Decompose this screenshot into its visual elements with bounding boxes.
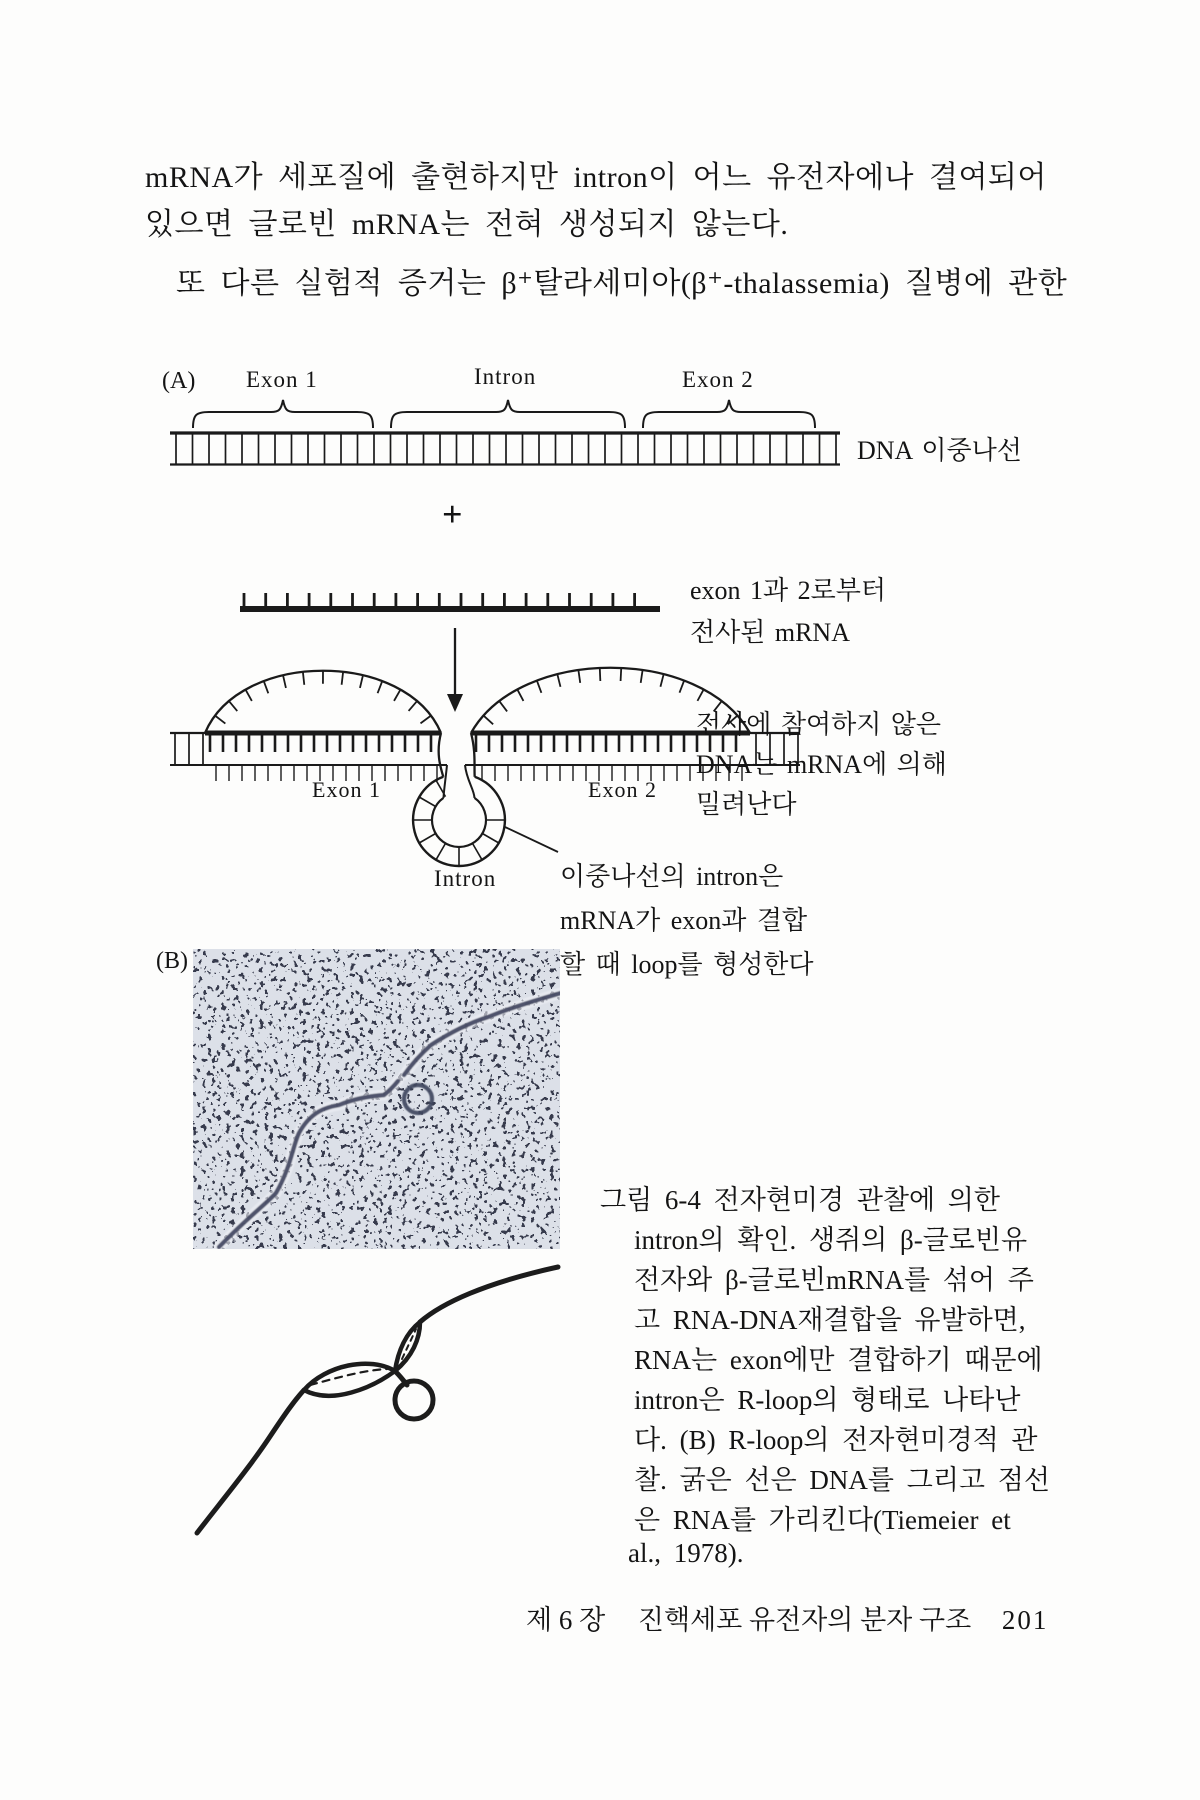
figure-caption-line-9: 은 RNA를 가리킨다(Tiemeier et	[634, 1505, 1011, 1535]
r-loop-interpretation-sketch	[150, 1255, 610, 1575]
footer-page-number: 201	[1001, 1605, 1049, 1635]
loop-note-line-1: 이중나선의 intron은	[560, 862, 784, 891]
loop-neck-outer-right	[471, 733, 475, 777]
exon2-brace	[643, 400, 815, 428]
displaced-dna-note-line-3: 밀려난다	[696, 790, 797, 819]
loop-note-leader-line	[505, 827, 558, 852]
intron-loop-inner	[432, 798, 486, 847]
sketch-rloop1-upper-edge	[304, 1364, 395, 1390]
loop-neck-outer-left	[439, 733, 444, 777]
loop-neck-inner-right	[465, 765, 475, 798]
exon2-top-label: Exon 2	[682, 367, 754, 392]
loop-note-line-2: mRNA가 exon과 결합	[560, 906, 808, 935]
panel-a-label: (A)	[162, 368, 196, 394]
sketch-dna-lower-strand	[197, 1390, 304, 1533]
figure-caption-line-3: 전자와 β-글로빈mRNA를 섞어 주	[634, 1265, 1034, 1295]
figure-caption-line-10: al., 1978).	[628, 1538, 744, 1568]
paragraph-line-1: mRNA가 세포질에 출현하지만 intron이 어느 유전자에나 결여되어	[145, 161, 1047, 194]
figure-caption-line-8: 찰. 굵은 선은 DNA를 그리고 점선	[634, 1465, 1050, 1495]
figure-caption-line-5: RNA는 exon에만 결합하기 때문에	[634, 1345, 1043, 1375]
loop-note-line-3: 할 때 loop를 형성한다	[560, 950, 814, 979]
plus-sign: +	[442, 494, 463, 534]
dna-duplex-label: DNA 이중나선	[857, 436, 1022, 465]
intron-brace	[391, 400, 625, 428]
exon1-bottom-label: Exon 1	[312, 777, 381, 802]
mrna-label-line-2: 전사된 mRNA	[690, 618, 850, 647]
sketch-dna-upper-strand	[420, 1267, 558, 1322]
paragraph-line-3: 또 다른 실험적 증거는 β⁺탈라세미아(β⁺-thalassemia) 질병에 관한	[176, 267, 1068, 300]
displaced-dna-note-line-2: DNA는 mRNA에 의해	[696, 750, 947, 779]
footer-chapter: 제 6 장	[526, 1605, 606, 1635]
exon1-brace	[193, 400, 373, 428]
displaced-dna-note-line-1: 전사에 참여하지 않은	[696, 710, 942, 739]
figure-caption-line-1: 그림 6-4 전자현미경 관찰에 의한	[600, 1185, 1000, 1215]
footer-section-title: 진핵세포 유전자의 분자 구조	[637, 1605, 972, 1635]
electron-micrograph	[193, 949, 560, 1249]
hybridize-arrow-head	[447, 694, 463, 712]
panel-b-label: (B)	[156, 948, 188, 974]
exon2-bottom-label: Exon 2	[588, 777, 657, 802]
paragraph-line-2: 있으면 글로빈 mRNA는 전혀 생성되지 않는다.	[145, 208, 789, 241]
intron-loop-label: Intron	[434, 866, 497, 891]
exon1-top-label: Exon 1	[246, 367, 318, 392]
figure-caption-line-4: 고 RNA-DNA재결합을 유발하면,	[634, 1305, 1026, 1335]
page-footer	[526, 1598, 1048, 1637]
intron-top-label: Intron	[474, 364, 537, 389]
figure-caption-line-7: 다. (B) R-loop의 전자현미경적 관	[634, 1425, 1038, 1455]
panel-a-line-art	[130, 340, 1030, 900]
figure-caption-line-2: intron의 확인. 생쥐의 β-글로빈유	[634, 1225, 1028, 1255]
sketch-intron-loop	[395, 1381, 433, 1419]
figure-caption-line-6: intron은 R-loop의 형태로 나타난	[634, 1385, 1021, 1415]
mrna-label-line-1: exon 1과 2로부터	[690, 576, 887, 605]
